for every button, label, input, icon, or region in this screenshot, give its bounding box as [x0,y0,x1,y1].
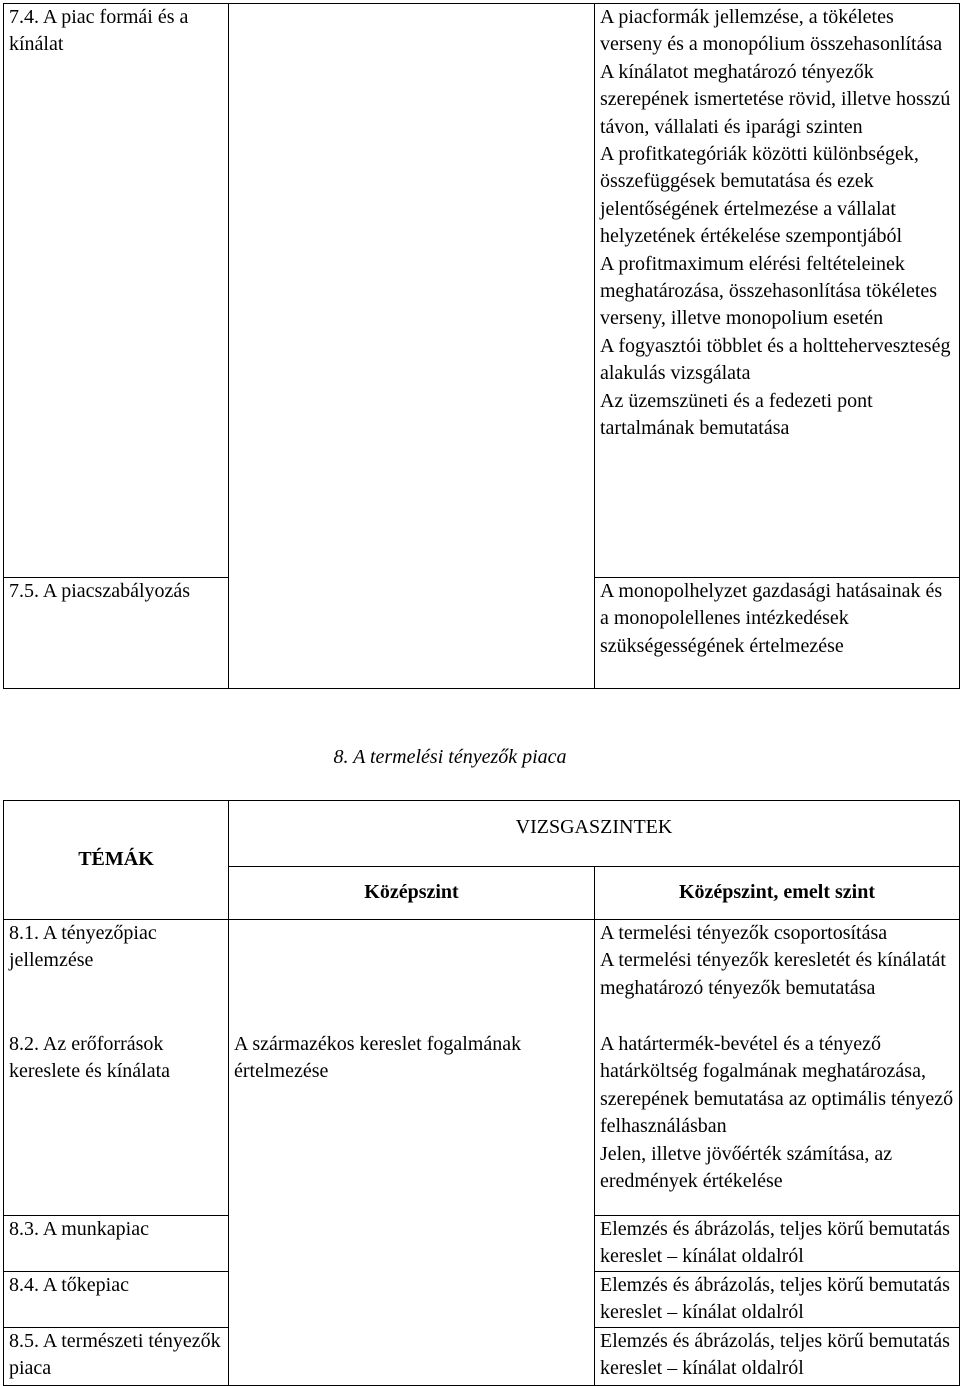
middle-level-cell [229,920,595,1032]
table-row [4,920,960,1032]
header-row [4,801,960,867]
requirement-item: A profitkategóriák közötti különbségek, összefüggések bemutatása és ezek jelentőségének értelmezése a vállalat helyzetének értékelése szempontjából [600,143,919,248]
requirement-item: A termelési tényezők csoportosítása [600,922,888,944]
requirement-item: Elemzés és ábrázolás, teljes körű bemutatás kereslet – kínálat oldalról [600,1274,950,1324]
topics-header: TÉMÁK [4,801,229,920]
requirements-cell [595,1216,960,1272]
topics-table-7 [3,3,960,689]
requirement-item: A monopolhelyzet gazdasági hatásainak és a monopolellenes intézkedések szükségességének értelmezése [600,580,943,657]
exam-levels-header: VIZSGASZINTEK [229,801,960,867]
requirement-item: A fogyasztói többlet és a holtteherveszteség alakulás vizsgálata [600,334,951,385]
table-row [4,578,960,689]
requirements-cell [595,578,960,689]
table-row [4,1328,960,1386]
table-row [4,4,960,578]
requirement-item: A kínálatot meghatározó tényezők szerepének ismertetése rövid, illetve hosszú távon, vállalati és iparági szinten [600,60,951,138]
requirements-cell [595,1328,960,1386]
requirement-item: Jelen, illetve jövőérték számítása, az eredmények értékelése [600,1142,893,1193]
middle-level-header: Középszint [229,867,595,920]
requirement-item: Az üzemszüneti és a fedezeti pont tartalmának bemutatása [600,389,873,440]
requirement-item: Elemzés és ábrázolás, teljes körű bemutatás kereslet – kínálat oldalról [600,1330,950,1380]
section-title: 8. A termelési tényezők piaca [333,746,567,768]
middle-level-cell [229,4,595,578]
requirement-item: A profitmaximum elérési feltételeinek meghatározása, összehasonlítása tökéletes verseny, illetve monopolium esetén [600,252,938,330]
middle-level-cell [229,578,595,689]
requirement-item: A termelési tényezők keresletét és kínálatát meghatározó tényezők bemutatása [600,949,946,999]
topic-cell: 8.3. A munkapiac [4,1216,229,1272]
requirements-cell [595,1272,960,1328]
topic-cell: 8.4. A tőkepiac [4,1272,229,1328]
table-row [4,1216,960,1272]
topic-cell: 7.4. A piac formái és a kínálat [4,4,229,578]
requirement-item: A határtermék-bevétel és a tényező határköltség fogalmának meghatározása, szerepének bemutatása az optimális tényező felhasználásban [600,1033,954,1138]
middle-level-cell: A származékos kereslet fogalmának értelmezése [229,1031,595,1216]
requirement-item: A piacformák jellemzése, a tökéletes verseny és a monopólium összehasonlítása [600,6,943,56]
topic-cell: 8.2. Az erőforrások kereslete és kínálata [4,1031,229,1216]
topic-cell: 8.5. A természeti tényezők piaca [4,1328,229,1386]
requirement-item: Elemzés és ábrázolás, teljes körű bemutatás kereslet – kínálat oldalról [600,1218,950,1268]
middle-level-cell [229,1272,595,1328]
requirements-cell [595,1031,960,1216]
requirements-cell [595,4,960,578]
topic-cell: 8.1. A tényezőpiac jellemzése [4,920,229,1032]
middle-level-cell [229,1328,595,1386]
table-row [4,1272,960,1328]
topic-cell: 7.5. A piacszabályozás [4,578,229,689]
requirements-cell [595,920,960,1032]
topics-table-8 [3,800,960,1386]
advanced-level-header: Középszint, emelt szint [595,867,960,920]
middle-level-cell [229,1216,595,1272]
table-row [4,1031,960,1216]
